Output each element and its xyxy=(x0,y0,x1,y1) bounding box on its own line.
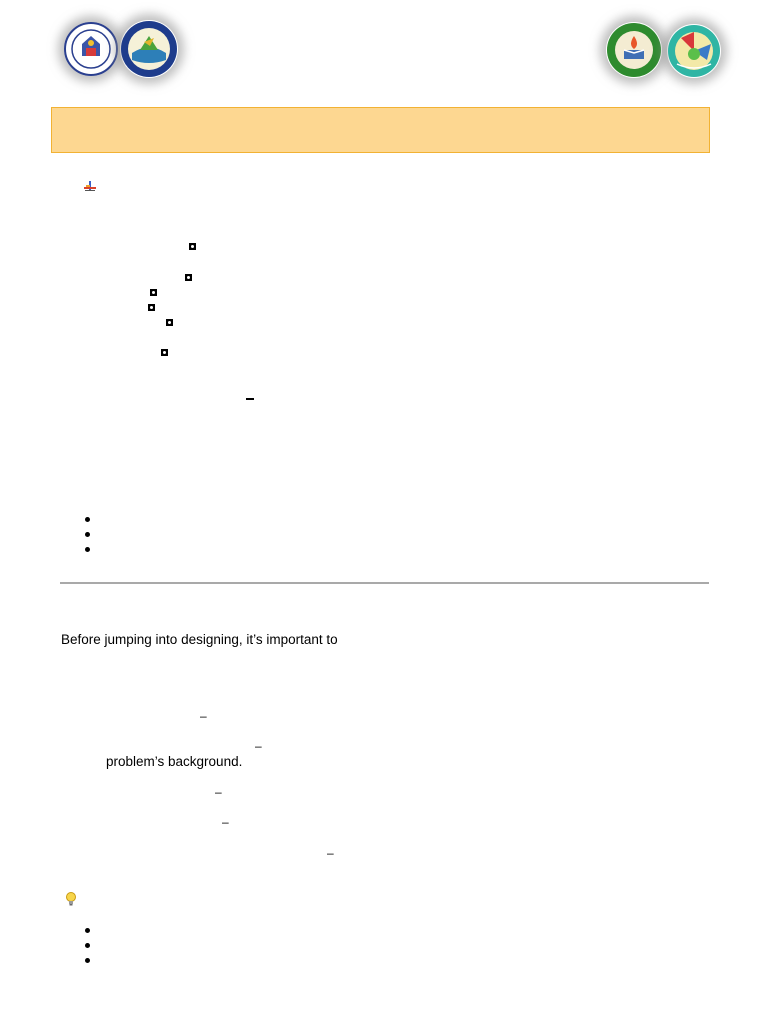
square-bullet xyxy=(150,289,157,296)
list-bullet xyxy=(85,943,90,948)
dash-mark: – xyxy=(222,815,229,829)
lightbulb-icon xyxy=(65,892,77,906)
square-bullet xyxy=(185,274,192,281)
region-seal-logo xyxy=(667,24,721,78)
deped-seal-logo xyxy=(64,22,118,76)
list-line-text: problem’s background. xyxy=(106,754,243,769)
square-bullet xyxy=(148,304,155,311)
title-banner xyxy=(51,107,710,153)
division-seal-logo xyxy=(120,20,178,78)
dash-mark: – xyxy=(215,785,222,799)
list-bullet xyxy=(85,958,90,963)
pushpin-icon xyxy=(83,180,97,192)
square-bullet xyxy=(189,243,196,250)
square-bullet xyxy=(166,319,173,326)
dash-mark xyxy=(246,398,254,400)
dash-mark: – xyxy=(327,846,334,860)
intro-text: Before jumping into designing, it’s important to xyxy=(61,632,338,647)
list-bullet xyxy=(85,928,90,933)
square-bullet xyxy=(161,349,168,356)
list-bullet xyxy=(85,547,90,552)
list-bullet xyxy=(85,517,90,522)
dash-mark: – xyxy=(200,709,207,723)
dash-mark: – xyxy=(255,739,262,753)
school-seal-logo xyxy=(606,22,662,78)
section-divider xyxy=(60,582,709,584)
list-bullet xyxy=(85,532,90,537)
